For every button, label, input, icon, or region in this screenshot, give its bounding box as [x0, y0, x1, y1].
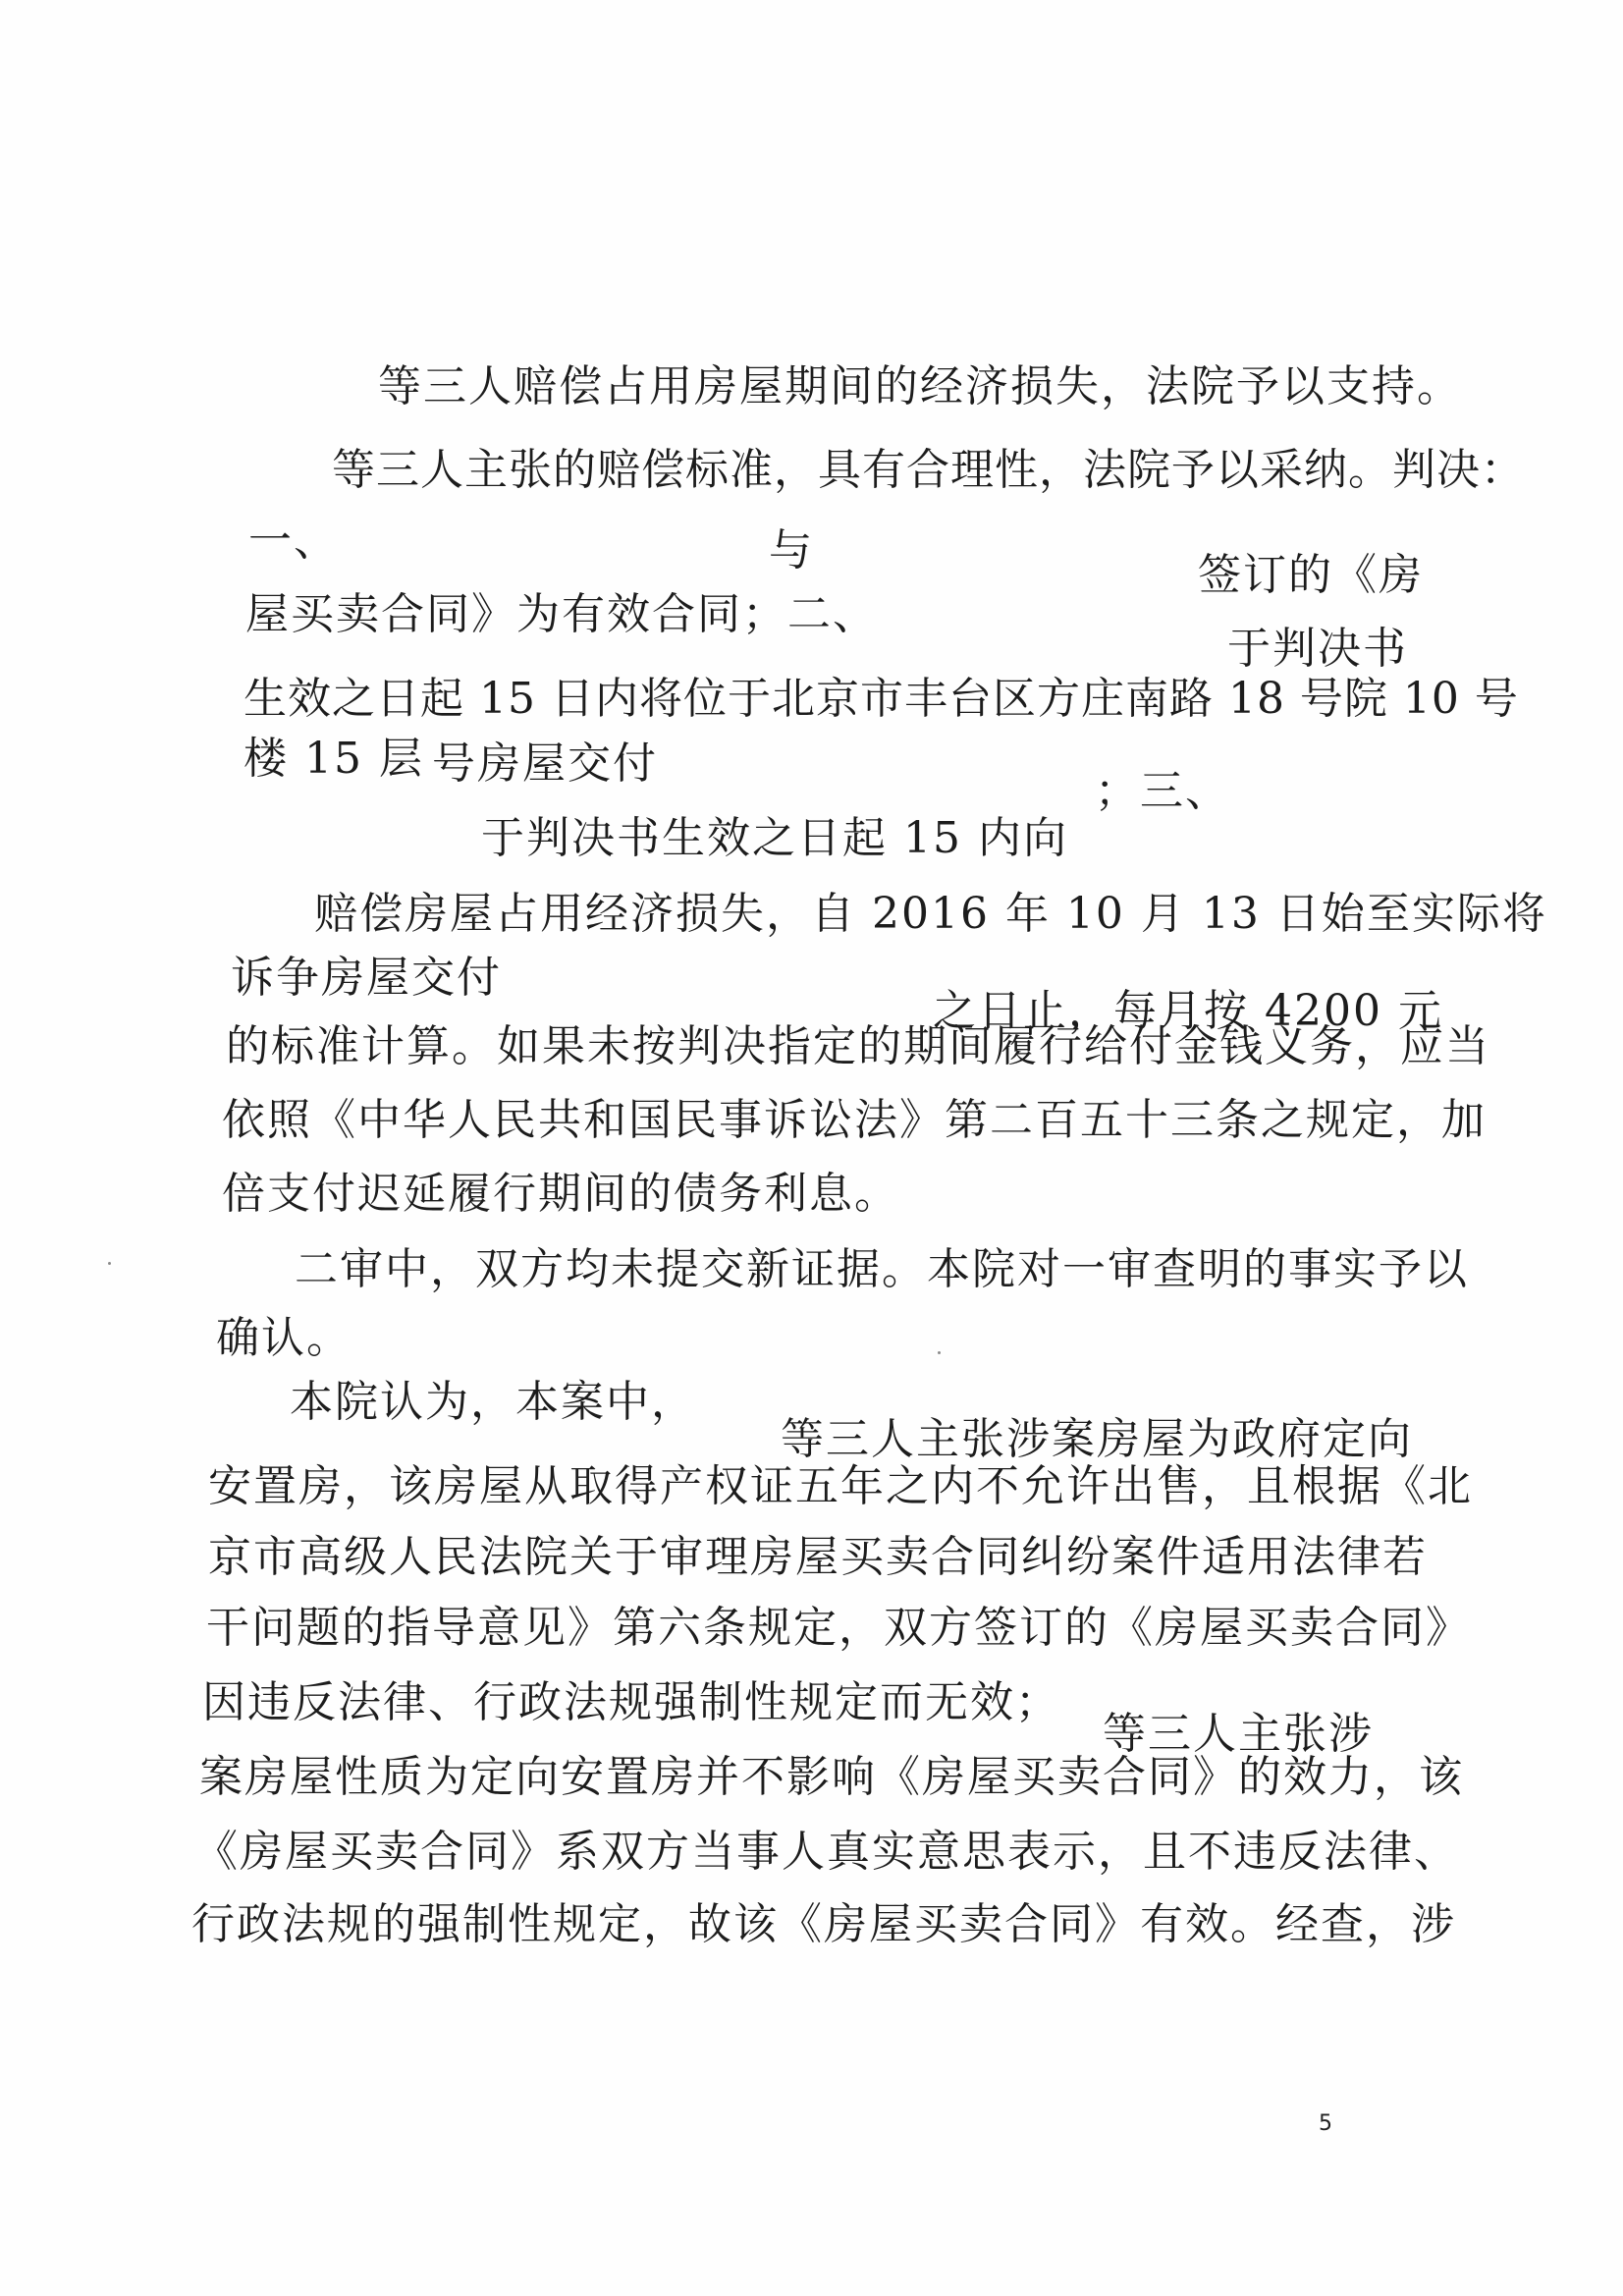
text-line: 一、 [248, 516, 339, 566]
text-line: 依照《中华人民共和国民事诉讼法》第二百五十三条之规定，加 [222, 1095, 1487, 1145]
scan-speck [108, 1262, 111, 1265]
text-line: 的标准计算。如果未按判决指定的期间履行给付金钱义务，应当 [226, 1021, 1490, 1071]
text-line: 之日止，每月按 4200 元 [933, 986, 1443, 1036]
text-line: 安置房，该房屋从取得产权证五年之内不允许出售，且根据《北 [208, 1461, 1473, 1511]
text-line: 因违反法律、行政法规强制性规定而无效； [202, 1677, 1060, 1727]
text-line: 与 [769, 525, 814, 575]
text-line: 京市高级人民法院关于审理房屋买卖合同纠纷案件适用法律若 [208, 1532, 1428, 1582]
page-number: 5 [1319, 2111, 1332, 2136]
text-line: 楼 15 层 [243, 734, 424, 784]
text-line: 等三人赔偿占用房屋期间的经济损失，法院予以支持。 [378, 361, 1462, 411]
text-line: 倍支付迟延履行期间的债务利息。 [222, 1169, 899, 1219]
text-line: 行政法规的强制性规定，故该《房屋买卖合同》有效。经查，涉 [191, 1899, 1456, 1949]
text-line: 等三人主张的赔偿标准，具有合理性，法院予以采纳。判决： [332, 445, 1525, 495]
text-line: 诉争房屋交付 [231, 953, 502, 1003]
text-line: 案房屋性质为定向安置房并不影响《房屋买卖合同》的效力，该 [199, 1752, 1464, 1802]
text-line: 二审中，双方均未提交新证据。本院对一审查明的事实予以 [295, 1244, 1469, 1294]
text-line: 等三人主张涉 [1103, 1709, 1374, 1759]
text-line: 确认。 [216, 1313, 352, 1363]
text-line: 《房屋买卖合同》系双方当事人真实意思表示，且不违反法律、 [194, 1827, 1459, 1877]
text-line: 于判决书 [1227, 624, 1408, 674]
text-line: 赔偿房屋占用经济损失，自 2016 年 10 月 13 日始至实际将 [314, 889, 1547, 939]
text-line: ；三、 [1095, 766, 1230, 816]
text-line: 生效之日起 15 日内将位于北京市丰台区方庄南路 18 号院 10 号 [243, 674, 1519, 724]
text-line: 屋买卖合同》为有效合同；二、 [245, 589, 878, 639]
scan-speck [938, 1351, 941, 1354]
text-line: 干问题的指导意见》第六条规定，双方签订的《房屋买卖合同》 [206, 1603, 1471, 1653]
text-line: 本院认为，本案中， [290, 1377, 696, 1427]
text-line: 签订的《房 [1198, 550, 1424, 600]
text-line: 等三人主张涉案房屋为政府定向 [781, 1414, 1413, 1464]
text-line: 于判决书生效之日起 15 内向 [481, 813, 1068, 863]
text-line: 号房屋交付 [432, 738, 658, 789]
